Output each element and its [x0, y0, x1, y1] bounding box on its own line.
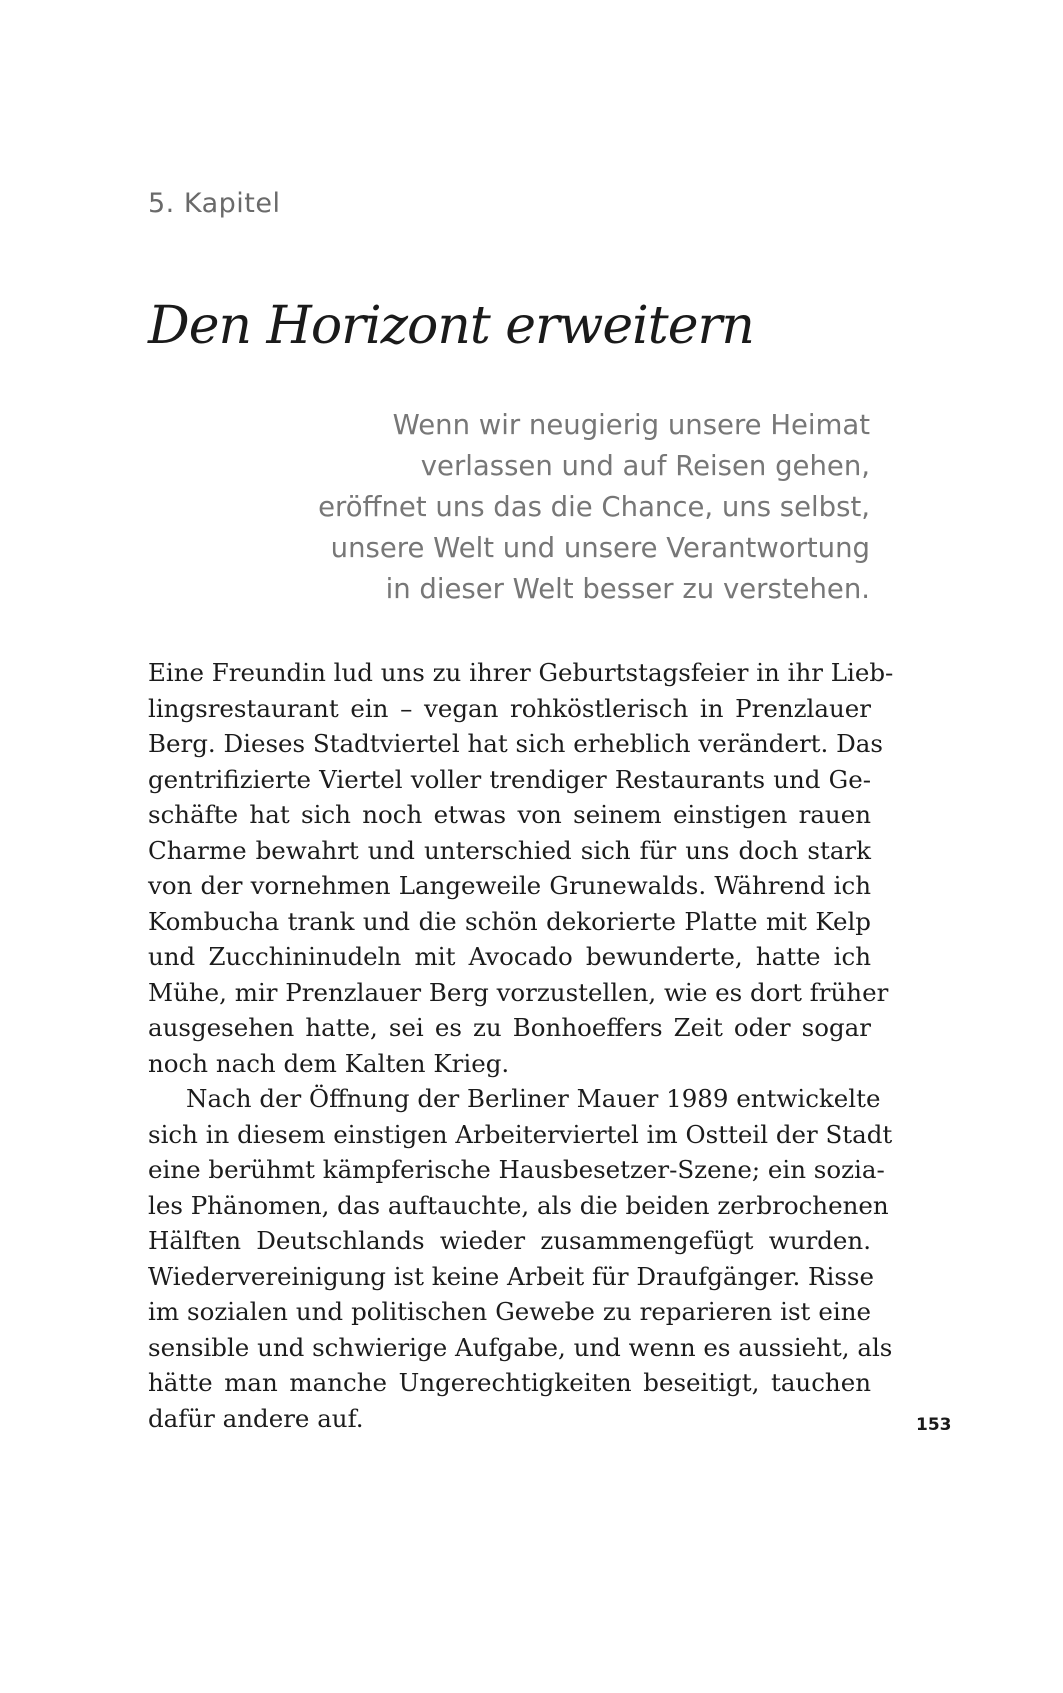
- chapter-title: Den Horizont erweitern: [148, 296, 754, 356]
- text-line: sich in diesem einstigen Arbeiterviertel im Ostteil der Stadt: [148, 1119, 893, 1149]
- text-line: Hälften Deutschlands wieder zusammengefügt wurden.: [148, 1226, 871, 1255]
- text-line: dafür andere auf.: [148, 1403, 364, 1433]
- epigraph-line: eröffnet uns das die Chance, uns selbst,: [318, 491, 870, 523]
- text-line: Wiedervereinigung ist keine Arbeit für Draufgänger. Risse: [148, 1261, 874, 1291]
- page-number: 153: [916, 1415, 952, 1435]
- text-line: Berg. Dieses Stadtviertel hat sich erheblich verändert. Das: [148, 729, 883, 758]
- text-line: schäfte hat sich noch etwas von seinem einstigen rauen: [148, 800, 871, 829]
- text-line: im sozialen und politischen Gewebe zu reparieren ist eine: [148, 1297, 871, 1326]
- epigraph: [250, 405, 870, 610]
- epigraph-line: in dieser Welt besser zu verstehen.: [385, 573, 870, 605]
- paragraph-1: [148, 655, 894, 1081]
- text-line: Nach der Öffnung der Berliner Mauer 1989 entwickelte: [186, 1084, 881, 1113]
- text-line: und Zucchininudeln mit Avocado bewunderte, hatte ich: [148, 942, 871, 971]
- text-line: noch nach dem Kalten Krieg.: [148, 1048, 510, 1078]
- paragraph-2: [148, 1081, 893, 1436]
- epigraph-line: verlassen und auf Reisen gehen,: [420, 450, 870, 482]
- body-text: [148, 655, 894, 1436]
- text-line: sensible und schwierige Aufgabe, und wenn es aussieht, als: [148, 1332, 893, 1362]
- text-line: von der vornehmen Langeweile Grunewalds. Während ich: [148, 871, 871, 900]
- text-line: les Phänomen, das auftauchte, als die beiden zerbrochenen: [148, 1190, 889, 1220]
- text-line: Charme bewahrt und unterschied sich für uns doch stark: [148, 835, 871, 865]
- epigraph-line: Wenn wir neugierig unsere Heimat: [392, 409, 870, 441]
- text-line: eine berühmt kämpferische Hausbesetzer-Szene; ein sozia-: [148, 1155, 885, 1184]
- epigraph-line: unsere Welt und unsere Verantwortung: [330, 532, 870, 564]
- chapter-label: 5. Kapitel: [148, 188, 281, 219]
- text-line: Mühe, mir Prenzlauer Berg vorzustellen, wie es dort früher: [148, 977, 889, 1007]
- text-line: lingsrestaurant ein – vegan rohköstlerisch in Prenzlauer: [148, 693, 871, 723]
- text-line: ausgesehen hatte, sei es zu Bonhoeffers Zeit oder sogar: [148, 1013, 871, 1042]
- text-line: Kombucha trank und die schön dekorierte Platte mit Kelp: [148, 906, 871, 936]
- text-line: Eine Freundin lud uns zu ihrer Geburtstagsfeier in ihr Lieb-: [148, 658, 894, 687]
- text-line: hätte man manche Ungerechtigkeiten beseitigt, tauchen: [148, 1368, 871, 1397]
- text-line: gentrifizierte Viertel voller trendiger Restaurants und Ge-: [148, 764, 871, 794]
